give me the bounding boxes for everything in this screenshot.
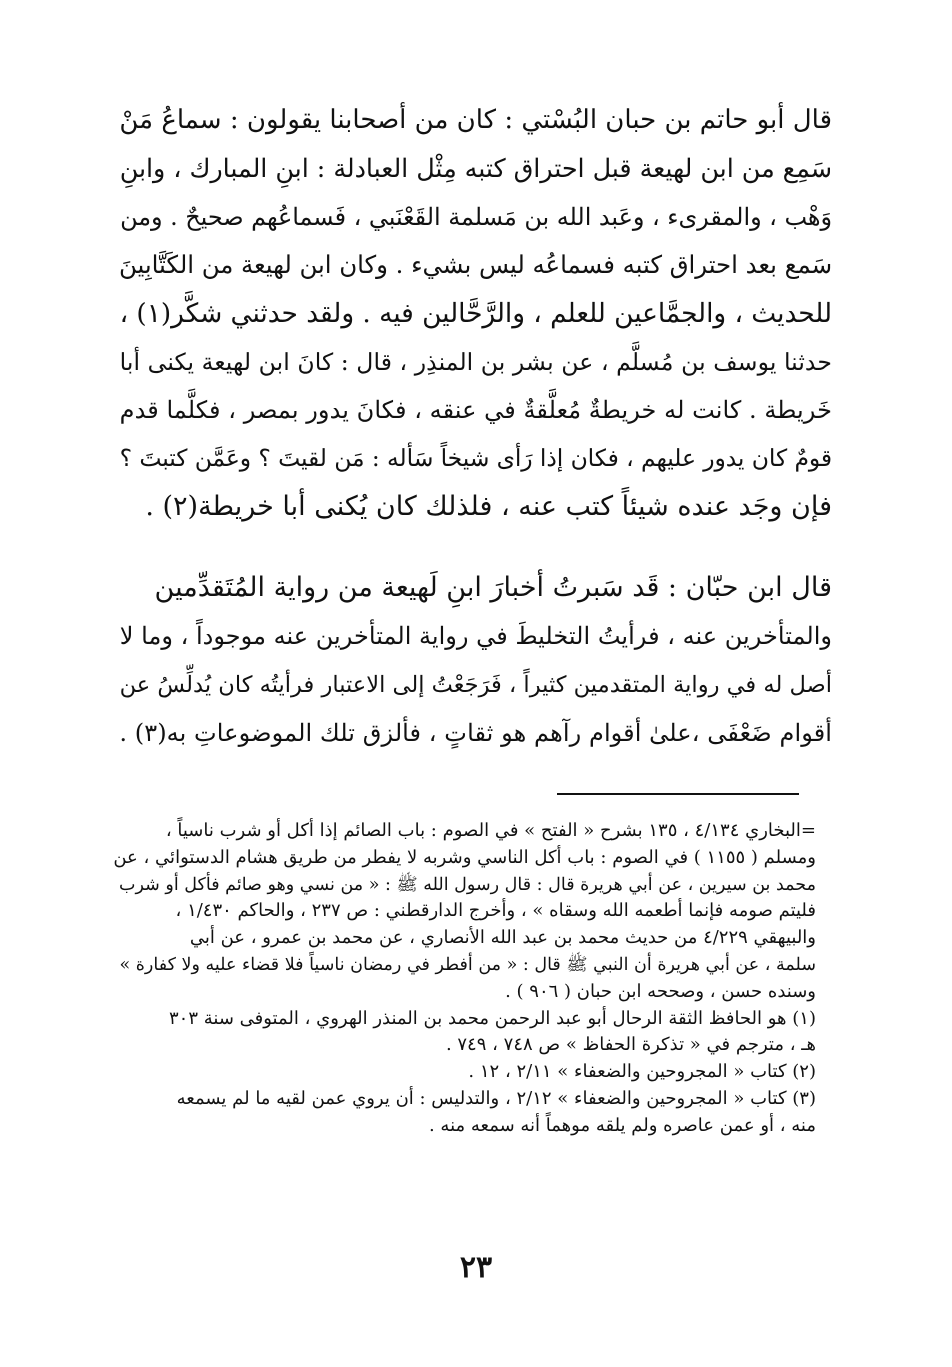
footnote-2 [112,1059,816,1086]
footnote-separator [557,793,799,795]
text-line: حدثنا يوسف بن مُسلَّم ، عن بشر بن المنذِر ، قال : كانَ ابن لهيعة يكنى أبا [119,348,832,377]
page-number: ٢٣ [459,1250,493,1285]
footnote-line: فليتم صومه فإنما أطعمه الله وسقاه » ، وأخرج الدارقطني : ص ٢٣٧ ، والحاكم ١/٤٣٠ ، [175,900,816,922]
text-line: والمتأخرين عنه ، فرأيتُ التخليطَ في رواية المتأخرين عنه موجوداً ، وما لا [119,622,832,651]
text-line: قومٌ كان يدور عليهم ، فكان إذا رَأى شيخاً سَأله : مَن لقيتَ ؟ وعَمَّن كتبتَ ؟ [119,444,832,472]
paragraph-ibn-hibban-bustiy [112,96,832,532]
footnote-line: (٢) كتاب « المجروحين والضعفاء » ٢/١١ ، ١٢ . [468,1061,816,1083]
footnote-line: والبيهقي ٤/٢٢٩ من حديث محمد بن عبد الله الأنصاري ، عن محمد بن عمرو ، عن أبي [189,927,816,949]
footnote-line: هـ ، مترجم في « تذكرة الحفاظ » ص ٧٤٨ ، ٧٤٩ . [445,1034,816,1056]
text-line: وَهْب ، والمقرىء ، وعَبد الله بن مَسلمة القَعْنَبي ، فَسماعُهم صحيحٌ . ومن [120,202,832,231]
footnote-line: (٣) كتاب « المجروحين والضعفاء » ٢/١٢ ، والتدليس : أن يروي عمن لقيه ما لم يسمعه [176,1087,816,1109]
footnotes [112,818,816,1140]
footnote-line: (١) هو الحافظ الثقة الرحال أبو عبد الرحمن محمد بن المنذر الهروي ، المتوفى سنة ٣٠٣ [169,1007,816,1029]
footnote-3 [112,1086,816,1140]
text-line-last: أقوام ضَعْفَى ،علىٰ أقوام رآهم هو ثقاتٍ ، فألزق تلك الموضوعاتِ به(٣) . [119,719,832,748]
text-line-last: فإن وجَد عنده شيئاً كتب عنه ، فلذلك كان يُكنى أبا خريطة(٢) . [145,491,832,523]
footnote-1 [112,1006,816,1060]
paragraph-ibn-hibban-sabr [112,564,832,758]
text-line: سَمع بعد احتراق كتبه فسماعُه ليس بشيء . وكان ابن لهيعة من الكَتَّابِينَ [119,250,832,280]
footnote-continuation [112,818,816,1006]
text-line: أصل له في رواية المتقدمين كثيراً ، فَرَجَعْتُ إلى الاعتبار فرأيتُه كان يُدلِّسُ عن [119,671,832,698]
footnote-line: وسنده حسن ، وصححه ابن حبان ( ٩٠٦ ) . [505,980,816,1002]
text-line: قال ابن حبّان : قَد سَبرتُ أخبارَ ابنِ لَهيعة من رواية المُتَقدِّمين [154,572,832,603]
text-line: للحديث ، والجمَّاعين للعلم ، والرَّحَّالين فيه . ولقد حدثني شكَّر(١) ، [119,298,832,329]
footnote-line: محمد بن سيرين ، عن أبي هريرة قال : قال رسول الله ﷺ : « من نسي وهو صائم فأكل أو شرب [119,874,816,895]
footnote-line: سلمة ، عن أبي هريرة أن النبي ﷺ قال : « من أفطر في رمضان ناسياً فلا قضاء عليه ولا كفارة » [119,954,816,975]
footnote-line: منه ، أو عمن عاصره ولم يلقه موهماً أنه سمعه منه . [428,1114,816,1136]
text-line: خَريطة . كانت له خريطةٌ مُعلَّقةٌ في عنقه ، فكانَ يدور بمصر ، فكلَّما قدم [119,396,832,425]
footnote-line: ومسلم ( ١١٥٥ ) في الصوم : باب أكل الناسي وشربه لا يفطر من طريق هشام الدستوائي ، عن [113,846,816,868]
text-line: سَمِع من ابن لهيعة قبل احتراق كتبه مِثْل العبادلة : ابنِ المبارك ، وابنِ [119,153,832,184]
text-line: قال أبو حاتم بن حبان البُسْتي : كان من أصحابنا يقولون : سماعُ مَنْ [119,105,832,135]
footnote-line: =البخاري ٤/١٣٤ ، ١٣٥ بشرح « الفتح » في الصوم : باب الصائم إذا أكل أو شرب ناسياً ، [165,820,816,841]
